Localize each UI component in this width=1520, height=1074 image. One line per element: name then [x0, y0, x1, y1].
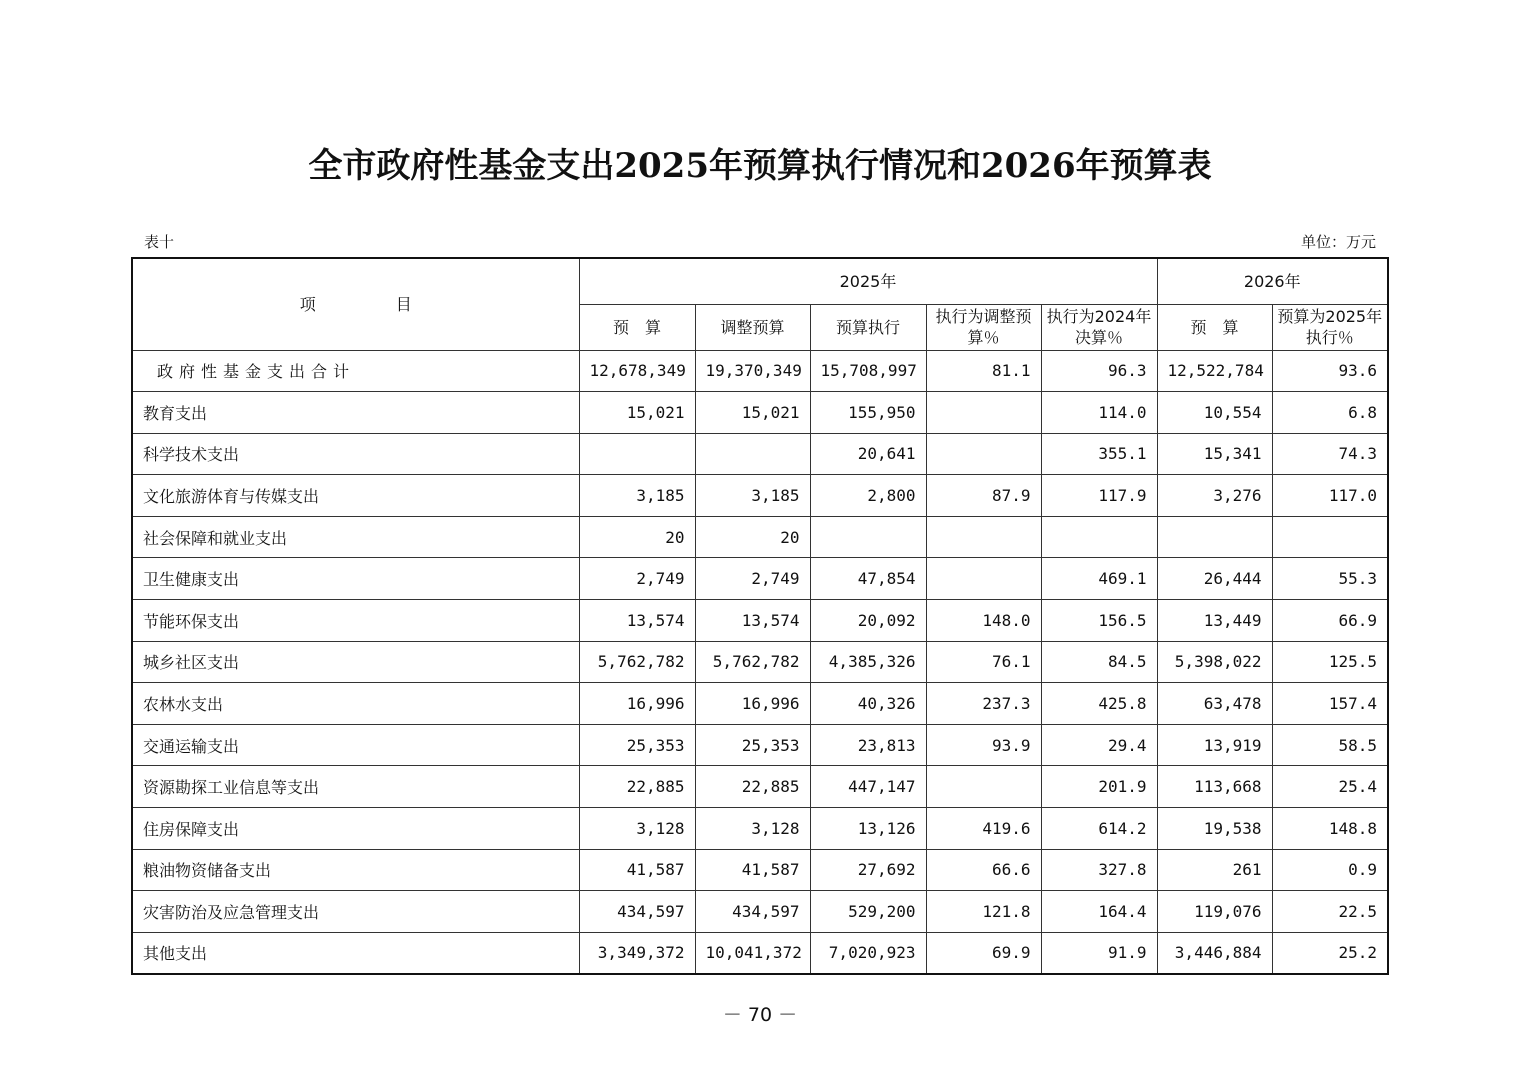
cell-execution: 20,641	[810, 433, 926, 475]
cell-item-name: 交通运输支出	[132, 724, 579, 766]
cell-budget-2026: 261	[1157, 849, 1272, 891]
cell-exec-vs-2024: 114.0	[1041, 392, 1157, 434]
cell-exec-vs-adjusted: 76.1	[926, 641, 1041, 683]
cell-adjusted-budget: 434,597	[695, 891, 810, 933]
cell-exec-vs-adjusted	[926, 392, 1041, 434]
cell-exec-vs-adjusted: 419.6	[926, 808, 1041, 850]
cell-adjusted-budget	[695, 433, 810, 475]
table-row-total	[132, 350, 1388, 392]
cell-budget: 3,185	[579, 475, 695, 517]
cell-exec-vs-2024	[1041, 516, 1157, 558]
cell-budget-2026: 13,919	[1157, 724, 1272, 766]
cell-budget-vs-2025: 148.8	[1272, 808, 1388, 850]
table-row	[132, 808, 1388, 850]
cell-adjusted-budget: 20	[695, 516, 810, 558]
cell-exec-vs-adjusted: 148.0	[926, 600, 1041, 642]
header-budget: 预 算	[579, 304, 695, 350]
page-number: － 70 －	[722, 1004, 798, 1026]
table-body	[132, 350, 1388, 974]
cell-exec-vs-2024: 117.9	[1041, 475, 1157, 517]
cell-budget-2026: 13,449	[1157, 600, 1272, 642]
cell-exec-vs-adjusted	[926, 433, 1041, 475]
cell-execution: 155,950	[810, 392, 926, 434]
table-row	[132, 932, 1388, 974]
cell-budget-vs-2025: 117.0	[1272, 475, 1388, 517]
cell-execution: 2,800	[810, 475, 926, 517]
header-budget-vs-2025: 预算为2025年执行％	[1272, 304, 1388, 350]
cell-exec-vs-2024: 96.3	[1041, 350, 1157, 392]
cell-item-name: 科学技术支出	[132, 433, 579, 475]
cell-item-name: 文化旅游体育与传媒支出	[132, 475, 579, 517]
cell-budget-2026: 3,446,884	[1157, 932, 1272, 974]
cell-execution: 15,708,997	[810, 350, 926, 392]
cell-budget-vs-2025: 125.5	[1272, 641, 1388, 683]
cell-budget-2026: 12,522,784	[1157, 350, 1272, 392]
cell-exec-vs-adjusted: 69.9	[926, 932, 1041, 974]
cell-execution: 4,385,326	[810, 641, 926, 683]
cell-budget: 5,762,782	[579, 641, 695, 683]
cell-budget-vs-2025: 25.4	[1272, 766, 1388, 808]
cell-execution: 47,854	[810, 558, 926, 600]
cell-adjusted-budget: 15,021	[695, 392, 810, 434]
cell-exec-vs-2024: 201.9	[1041, 766, 1157, 808]
header-budget-2026: 预 算	[1157, 304, 1272, 350]
header-exec-vs-adjusted: 执行为调整预算％	[926, 304, 1041, 350]
cell-adjusted-budget: 19,370,349	[695, 350, 810, 392]
table-row	[132, 475, 1388, 517]
cell-exec-vs-adjusted	[926, 516, 1041, 558]
table-row	[132, 600, 1388, 642]
cell-item-name: 住房保障支出	[132, 808, 579, 850]
table-row	[132, 558, 1388, 600]
cell-exec-vs-adjusted: 93.9	[926, 724, 1041, 766]
cell-adjusted-budget: 3,185	[695, 475, 810, 517]
cell-budget-2026: 5,398,022	[1157, 641, 1272, 683]
table-row	[132, 392, 1388, 434]
cell-item-name: 灾害防治及应急管理支出	[132, 891, 579, 933]
cell-budget-vs-2025: 6.8	[1272, 392, 1388, 434]
cell-budget-2026: 3,276	[1157, 475, 1272, 517]
cell-execution: 27,692	[810, 849, 926, 891]
budget-table	[131, 257, 1389, 975]
cell-exec-vs-adjusted	[926, 766, 1041, 808]
table-row	[132, 641, 1388, 683]
cell-budget-vs-2025: 66.9	[1272, 600, 1388, 642]
cell-adjusted-budget: 3,128	[695, 808, 810, 850]
cell-budget-2026	[1157, 516, 1272, 558]
cell-exec-vs-2024: 355.1	[1041, 433, 1157, 475]
cell-budget: 41,587	[579, 849, 695, 891]
cell-budget-2026: 119,076	[1157, 891, 1272, 933]
cell-execution: 7,020,923	[810, 932, 926, 974]
unit-label: 单位：万元	[1300, 233, 1376, 251]
table-row	[132, 766, 1388, 808]
cell-execution: 13,126	[810, 808, 926, 850]
cell-budget: 434,597	[579, 891, 695, 933]
cell-execution: 529,200	[810, 891, 926, 933]
header-adjusted-budget: 调整预算	[695, 304, 810, 350]
table-row	[132, 516, 1388, 558]
cell-exec-vs-adjusted	[926, 558, 1041, 600]
cell-budget: 2,749	[579, 558, 695, 600]
cell-execution: 23,813	[810, 724, 926, 766]
cell-item-name: 社会保障和就业支出	[132, 516, 579, 558]
cell-item-name: 政府性基金支出合计	[132, 350, 579, 392]
cell-budget-vs-2025: 55.3	[1272, 558, 1388, 600]
cell-budget: 3,349,372	[579, 932, 695, 974]
page-title: 全市政府性基金支出2025年预算执行情况和2026年预算表	[308, 146, 1212, 186]
cell-budget-2026: 10,554	[1157, 392, 1272, 434]
cell-execution: 40,326	[810, 683, 926, 725]
cell-adjusted-budget: 10,041,372	[695, 932, 810, 974]
cell-adjusted-budget: 16,996	[695, 683, 810, 725]
cell-exec-vs-adjusted: 237.3	[926, 683, 1041, 725]
cell-budget-2026: 15,341	[1157, 433, 1272, 475]
cell-budget: 25,353	[579, 724, 695, 766]
cell-exec-vs-2024: 84.5	[1041, 641, 1157, 683]
cell-budget: 13,574	[579, 600, 695, 642]
cell-exec-vs-adjusted: 121.8	[926, 891, 1041, 933]
cell-exec-vs-2024: 29.4	[1041, 724, 1157, 766]
cell-budget: 16,996	[579, 683, 695, 725]
cell-budget-vs-2025: 25.2	[1272, 932, 1388, 974]
cell-exec-vs-2024: 164.4	[1041, 891, 1157, 933]
table-row	[132, 683, 1388, 725]
cell-budget-vs-2025	[1272, 516, 1388, 558]
cell-budget-vs-2025: 74.3	[1272, 433, 1388, 475]
table-row	[132, 849, 1388, 891]
cell-budget-vs-2025: 58.5	[1272, 724, 1388, 766]
cell-budget-vs-2025: 0.9	[1272, 849, 1388, 891]
cell-budget: 15,021	[579, 392, 695, 434]
cell-budget-2026: 113,668	[1157, 766, 1272, 808]
cell-budget-vs-2025: 157.4	[1272, 683, 1388, 725]
cell-exec-vs-2024: 327.8	[1041, 849, 1157, 891]
cell-execution	[810, 516, 926, 558]
cell-budget: 12,678,349	[579, 350, 695, 392]
table-row	[132, 724, 1388, 766]
cell-budget-vs-2025: 22.5	[1272, 891, 1388, 933]
cell-adjusted-budget: 41,587	[695, 849, 810, 891]
cell-budget-2026: 26,444	[1157, 558, 1272, 600]
cell-item-name: 粮油物资储备支出	[132, 849, 579, 891]
table-row	[132, 891, 1388, 933]
header-exec-vs-2024: 执行为2024年决算％	[1041, 304, 1157, 350]
cell-execution: 20,092	[810, 600, 926, 642]
cell-item-name: 节能环保支出	[132, 600, 579, 642]
cell-budget-vs-2025: 93.6	[1272, 350, 1388, 392]
cell-exec-vs-2024: 425.8	[1041, 683, 1157, 725]
header-item: 项 目	[132, 258, 579, 350]
cell-item-name: 其他支出	[132, 932, 579, 974]
cell-exec-vs-2024: 469.1	[1041, 558, 1157, 600]
cell-exec-vs-adjusted: 87.9	[926, 475, 1041, 517]
cell-budget-2026: 63,478	[1157, 683, 1272, 725]
cell-item-name: 教育支出	[132, 392, 579, 434]
cell-adjusted-budget: 25,353	[695, 724, 810, 766]
cell-execution: 447,147	[810, 766, 926, 808]
cell-budget: 3,128	[579, 808, 695, 850]
cell-adjusted-budget: 5,762,782	[695, 641, 810, 683]
cell-adjusted-budget: 13,574	[695, 600, 810, 642]
cell-budget	[579, 433, 695, 475]
cell-item-name: 农林水支出	[132, 683, 579, 725]
table-number: 表十	[144, 233, 175, 251]
header-year-2026: 2026年	[1157, 258, 1388, 304]
cell-exec-vs-2024: 156.5	[1041, 600, 1157, 642]
cell-item-name: 卫生健康支出	[132, 558, 579, 600]
cell-budget: 22,885	[579, 766, 695, 808]
cell-budget: 20	[579, 516, 695, 558]
cell-item-name: 城乡社区支出	[132, 641, 579, 683]
cell-item-name: 资源勘探工业信息等支出	[132, 766, 579, 808]
header-year-2025: 2025年	[579, 258, 1157, 304]
header-execution: 预算执行	[810, 304, 926, 350]
cell-exec-vs-2024: 91.9	[1041, 932, 1157, 974]
cell-exec-vs-adjusted: 66.6	[926, 849, 1041, 891]
cell-exec-vs-adjusted: 81.1	[926, 350, 1041, 392]
cell-adjusted-budget: 2,749	[695, 558, 810, 600]
cell-budget-2026: 19,538	[1157, 808, 1272, 850]
cell-exec-vs-2024: 614.2	[1041, 808, 1157, 850]
cell-adjusted-budget: 22,885	[695, 766, 810, 808]
table-row	[132, 433, 1388, 475]
